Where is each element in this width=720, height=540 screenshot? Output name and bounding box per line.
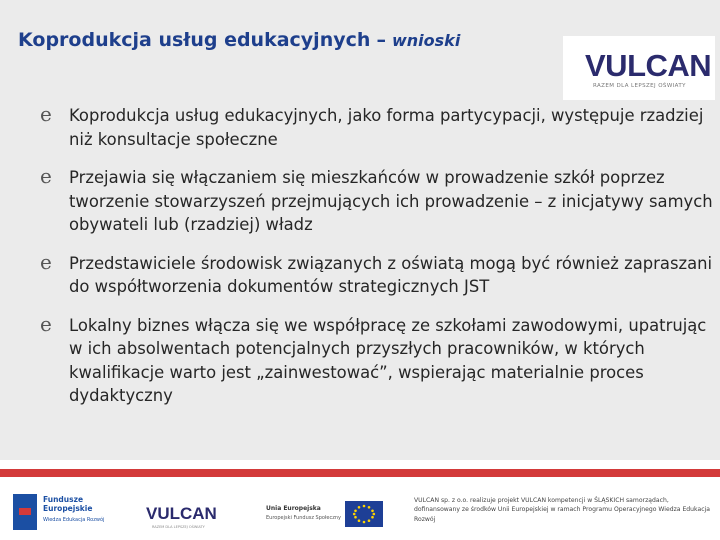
footer-band-red [0,469,720,477]
vulcan-logo [563,36,715,100]
title-main: Koprodukcja usług edukacyjnych [18,29,371,51]
bullet-marker-icon: e [40,164,52,188]
vulcan-logo-text: VULCAN [585,48,712,83]
bullet-text: Koprodukcja usług edukacyjnych, jako forma partycypacji, występuje rzadziej niż konsultacje społeczne [69,106,704,149]
bullet-text: Przejawia się włączaniem się mieszkańców w prowadzenie szkół poprzez tworzenie stowarzyszeń przejmujących ich prowadzenie – z inicjatywy samych obywateli lub (rzadziej) władz [69,168,713,234]
eu-title: Unia Europejska [266,505,321,512]
eu-subtitle: Europejski Fundusz Społeczny [266,515,341,521]
fe-title: Fundusze Europejskie [43,495,93,513]
title-dash: – [376,29,386,51]
footer-band-white [0,460,720,469]
fe-subtitle: Wiedza Edukacja Rozwój [43,517,105,523]
bullet-text: Lokalny biznes włącza się we współpracę ze szkołami zawodowymi, upatrując w ich absolwentach potencjalnych przyszłych pracowników, w których kwalifikacje warto jest „zainwestować”, wspierając materialnie proces dydaktyczny [69,315,707,405]
slide-title [18,29,460,51]
vulcan-logo-tagline: RAZEM DLA LEPSZEJ OŚWIATY [593,83,686,89]
bullet-item [40,104,720,151]
footer-vulcan-tagline: RAZEM DLA LEPSZEJ OŚWIATY [152,525,205,529]
fe-flag-icon [13,494,37,530]
bullet-marker-icon: e [40,102,52,126]
bullet-item [40,166,720,237]
footer [0,477,720,540]
bullet-marker-icon: e [40,311,52,336]
project-info-text: VULCAN sp. z o.o. realizuje projekt VULCAN kompetencji w ŚLĄSKICH samorządach, dofinansowany ze środków Unii Europejskiej w ramach Programu Operacyjnego Wiedza Edukacja Rozwój [414,497,710,523]
fundusze-europejskie-logo [13,494,143,532]
eu-flag-icon [345,501,383,527]
title-sub: wnioski [392,31,461,50]
bullet-item [40,311,720,408]
bullet-marker-icon: e [40,249,52,274]
bullet-item [40,249,720,299]
bullet-text: Przedstawiciele środowisk związanych z oświatą mogą być również zapraszani do współtworzenia dokumentów strategicznych JST [69,253,713,296]
footer-vulcan-logo: VULCAN [146,504,217,523]
bullet-list [40,104,720,423]
